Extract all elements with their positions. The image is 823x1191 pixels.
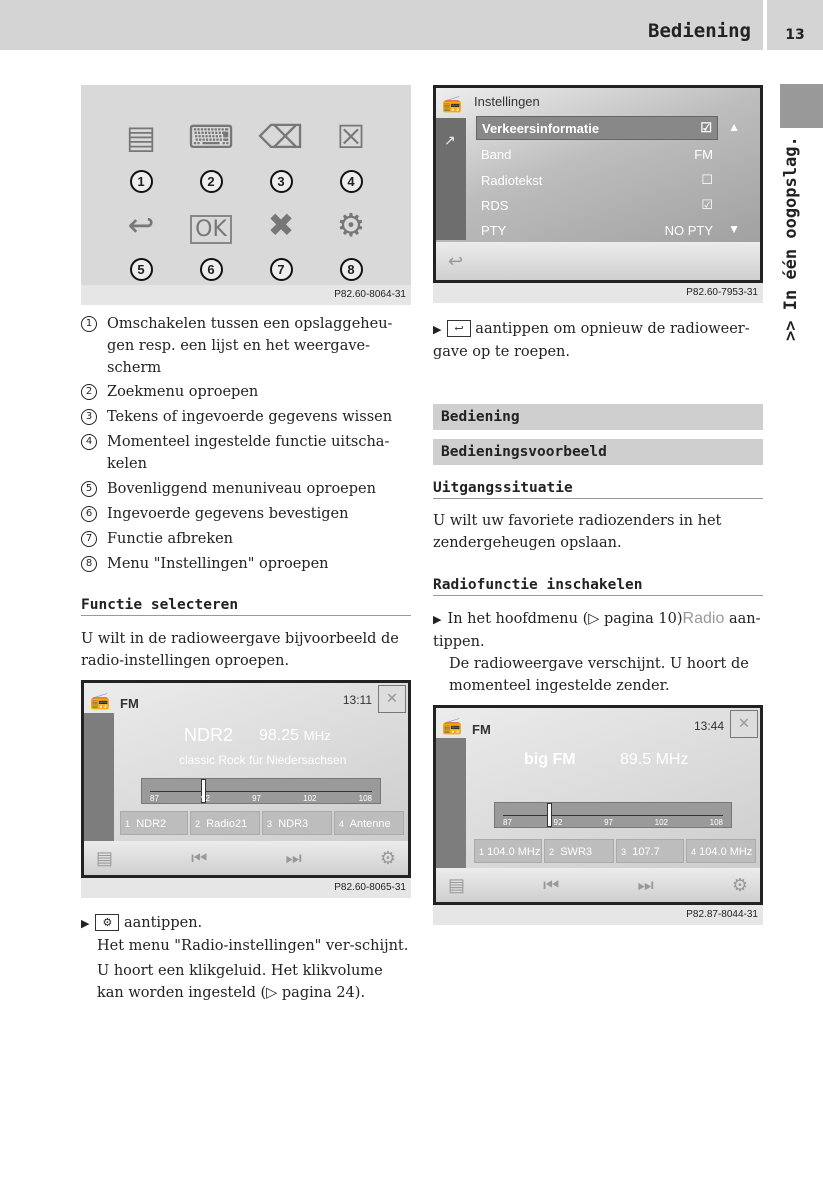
preset-button[interactable] [120, 811, 188, 835]
preset-button[interactable] [334, 811, 404, 835]
legend-item [81, 431, 411, 475]
close-button[interactable]: ✕ [378, 685, 406, 713]
legend-number: 7 [81, 531, 97, 547]
legend-number: 4 [81, 434, 97, 450]
scale-label: 102 [303, 794, 317, 803]
list-toggle-icon[interactable]: ▤ [448, 874, 466, 895]
radio-icon: 📻 [442, 96, 462, 113]
scale-label: 102 [654, 818, 668, 827]
legend-text: Ingevoerde gegevens bevestigen [107, 506, 349, 522]
preset-button[interactable] [190, 811, 260, 835]
settings-row[interactable] [476, 168, 718, 192]
keyboard-icon: ⌨ [187, 118, 235, 156]
preset-name: Radio21 [206, 818, 248, 830]
callout-number: 8 [340, 258, 363, 281]
preset-button[interactable] [262, 811, 332, 835]
frequency-scale[interactable] [141, 778, 381, 804]
legend-number: 3 [81, 409, 97, 425]
step [81, 912, 411, 1004]
preset-button[interactable] [474, 839, 542, 863]
preset-button[interactable] [616, 839, 684, 863]
legend-number: 2 [81, 384, 97, 400]
settings-gears-icon: ⚙ [336, 206, 366, 244]
section-heading: Radiofunctie inschakelen [433, 577, 763, 596]
legend-item [81, 313, 411, 379]
figure-caption: P82.60-7953-31 [433, 283, 763, 303]
step-arrow-icon: ▶ [433, 323, 442, 336]
paragraph: U wilt in de radioweergave bijvoorbeeld de radio-instellingen oproepen. [81, 631, 399, 669]
side-tab [780, 84, 823, 128]
frequency-unit: MHz [303, 728, 331, 743]
legend-item [81, 553, 411, 575]
preset-button[interactable] [544, 839, 614, 863]
scale-label: 87 [503, 818, 512, 827]
preset-number: 3 [267, 819, 273, 829]
scale-label: 97 [604, 818, 613, 827]
side-panel [436, 738, 466, 868]
step-text: aantippen. [123, 915, 203, 931]
legend-text: Tekens of ingevoerde gegevens wissen [107, 409, 393, 425]
bottom-bar [84, 841, 408, 875]
step [433, 318, 763, 363]
legend-item [81, 503, 411, 525]
band-label: FM [120, 696, 139, 711]
skip-back-icon[interactable]: ⏮ [543, 874, 560, 895]
legend-item [81, 381, 411, 403]
scale-label: 87 [150, 794, 159, 803]
row-label: PTY [481, 222, 507, 238]
scale-label: 92 [201, 794, 210, 803]
section-heading: Uitgangssituatie [433, 480, 763, 499]
legend-text: Bovenliggend menuniveau oproepen [107, 481, 376, 497]
station-name: big FM [524, 751, 576, 768]
callout-number: 4 [340, 170, 363, 193]
side-tab-label: >> In één oogopslag. [781, 136, 801, 341]
legend-text: Momenteel ingestelde functie uitscha-kelen [107, 434, 390, 472]
preset-name: NDR2 [136, 818, 167, 830]
preset-number: 2 [195, 819, 201, 829]
legend-number: 6 [81, 506, 97, 522]
icon-overview-figure [81, 85, 411, 305]
legend-text: Omschakelen tussen een opslaggeheu-gen resp. een lijst en het weergave-scherm [107, 316, 393, 376]
row-label: Band [481, 146, 512, 162]
callout-number: 3 [270, 170, 293, 193]
side-panel [84, 713, 114, 841]
step-result: Het menu "Radio-instellingen" ver-schijnt. [97, 938, 409, 954]
preset-name: SWR3 [560, 846, 592, 858]
frequency-scale[interactable] [494, 802, 732, 828]
preset-number: 4 [339, 819, 345, 829]
step-arrow-icon: ▶ [81, 917, 90, 930]
band-label: FM [472, 722, 491, 737]
section-subtitle: Bedieningsvoorbeeld [433, 439, 763, 465]
step-text: In het hoofdmenu (▷ pagina 10) [447, 611, 683, 627]
skip-forward-icon[interactable]: ⏭ [637, 874, 654, 895]
legend-item [81, 406, 411, 428]
ok-icon [176, 203, 246, 247]
preset-button[interactable] [686, 839, 756, 863]
step-arrow-icon: ▶ [433, 613, 442, 626]
legend-number: 5 [81, 481, 97, 497]
radio-icon: 📻 [90, 693, 110, 710]
row-value: ☑ [700, 120, 712, 135]
row-label: Verkeersinformatie [482, 120, 600, 136]
row-value: FM [694, 146, 713, 162]
back-icon: ↩ [127, 206, 155, 244]
screen-title: Instellingen [474, 94, 540, 109]
scale-label: 108 [358, 794, 372, 803]
icon-legend [81, 313, 411, 575]
preset-name: Antenne [349, 818, 391, 830]
scale-label: 108 [709, 818, 723, 827]
clock: 13:11 [342, 693, 372, 707]
settings-screen-figure [433, 85, 763, 305]
settings-row[interactable] [476, 218, 718, 242]
scroll-down-icon[interactable]: ▼ [728, 222, 740, 236]
section-title: Bediening [433, 404, 763, 430]
radio-icon: 📻 [442, 718, 462, 735]
bottom-bar [436, 242, 760, 280]
frequency: 89.5 MHz [620, 751, 689, 768]
callout-number: 5 [130, 258, 153, 281]
radio-key: Radio [682, 610, 725, 627]
settings-row[interactable] [476, 193, 718, 217]
radio-text: classic Rock für Niedersachsen [179, 753, 347, 767]
bottom-bar [436, 868, 760, 902]
callout-number: 1 [130, 170, 153, 193]
legend-text: Zoekmenu oproepen [107, 384, 259, 400]
back-key-icon: ↩ [447, 320, 470, 337]
row-value: NO PTY [664, 222, 713, 238]
paragraph: U wilt uw favoriete radiozenders in het zendergeheugen opslaan. [433, 513, 722, 551]
section-heading: Functie selecteren [81, 597, 411, 616]
legend-text: Functie afbreken [107, 531, 234, 547]
close-box-icon: ☒ [336, 118, 366, 156]
row-label: RDS [481, 197, 509, 213]
preset-number: 2 [549, 847, 555, 857]
settings-row-selected[interactable] [476, 116, 718, 140]
row-label: Radiotekst [481, 172, 543, 188]
legend-text: Menu "Instellingen" oproepen [107, 556, 329, 572]
settings-key-icon: ⚙ [95, 914, 119, 931]
header-title: Bediening [648, 20, 751, 42]
callout-number: 2 [200, 170, 223, 193]
legend-number: 1 [81, 316, 97, 332]
step-note: U hoort een klikgeluid. Het klikvolume kan worden ingesteld (▷ pagina 24). [97, 963, 383, 1001]
radio-screen-figure [433, 705, 763, 927]
figure-caption: P82.60-8065-31 [81, 878, 411, 898]
settings-icon[interactable]: ⚙ [731, 874, 748, 895]
frequency: 98.25 [259, 727, 300, 744]
clock: 13:44 [693, 719, 724, 733]
page-number: 13 [767, 0, 823, 50]
preset-number: 1 [479, 847, 485, 857]
row-value: ☐ [701, 172, 713, 187]
settings-row[interactable] [476, 142, 718, 166]
skip-forward-icon[interactable]: ⏭ [285, 847, 302, 868]
arrow-icon: ↗ [444, 132, 456, 148]
callout-number: 7 [270, 258, 293, 281]
skip-back-icon[interactable]: ⏮ [191, 847, 208, 868]
preset-name: 104.0 MHz [487, 846, 541, 858]
step-result: De radioweergave verschijnt. U hoort de momenteel ingestelde zender. [449, 656, 749, 694]
preset-number: 4 [691, 847, 697, 857]
ok-label: OK [190, 215, 232, 244]
close-button[interactable]: ✕ [730, 710, 758, 738]
scale-label: 97 [252, 794, 261, 803]
figure-caption: P82.60-8064-31 [81, 285, 411, 305]
scroll-up-icon[interactable]: ▲ [728, 120, 740, 134]
preset-name: 107.7 [632, 846, 660, 858]
preset-number: 1 [125, 819, 131, 829]
preset-name: 104.0 MHz [699, 846, 753, 858]
legend-item [81, 528, 411, 550]
backspace-icon: ⌫ [258, 118, 304, 156]
step [433, 608, 763, 697]
legend-number: 8 [81, 556, 97, 572]
callout-number: 6 [200, 258, 223, 281]
preset-name: NDR3 [278, 818, 309, 830]
legend-item [81, 478, 411, 500]
radio-screen-figure [81, 680, 411, 900]
preset-number: 3 [621, 847, 627, 857]
row-value: ☑ [701, 197, 713, 212]
step-text: aantippen om opnieuw de radioweer-gave op te roepen. [433, 321, 750, 360]
scale-label: 92 [553, 818, 563, 827]
list-toggle-icon[interactable]: ▤ [96, 847, 114, 868]
settings-icon[interactable]: ⚙ [379, 847, 396, 868]
figure-caption: P82.87-8044-31 [433, 905, 763, 925]
back-icon[interactable]: ↩ [448, 250, 464, 271]
station-name: NDR2 [184, 725, 234, 745]
list-toggle-icon: ▤ [125, 118, 157, 156]
step-text: aan-tippen. [433, 611, 761, 650]
cancel-x-icon: ✖ [267, 206, 295, 244]
